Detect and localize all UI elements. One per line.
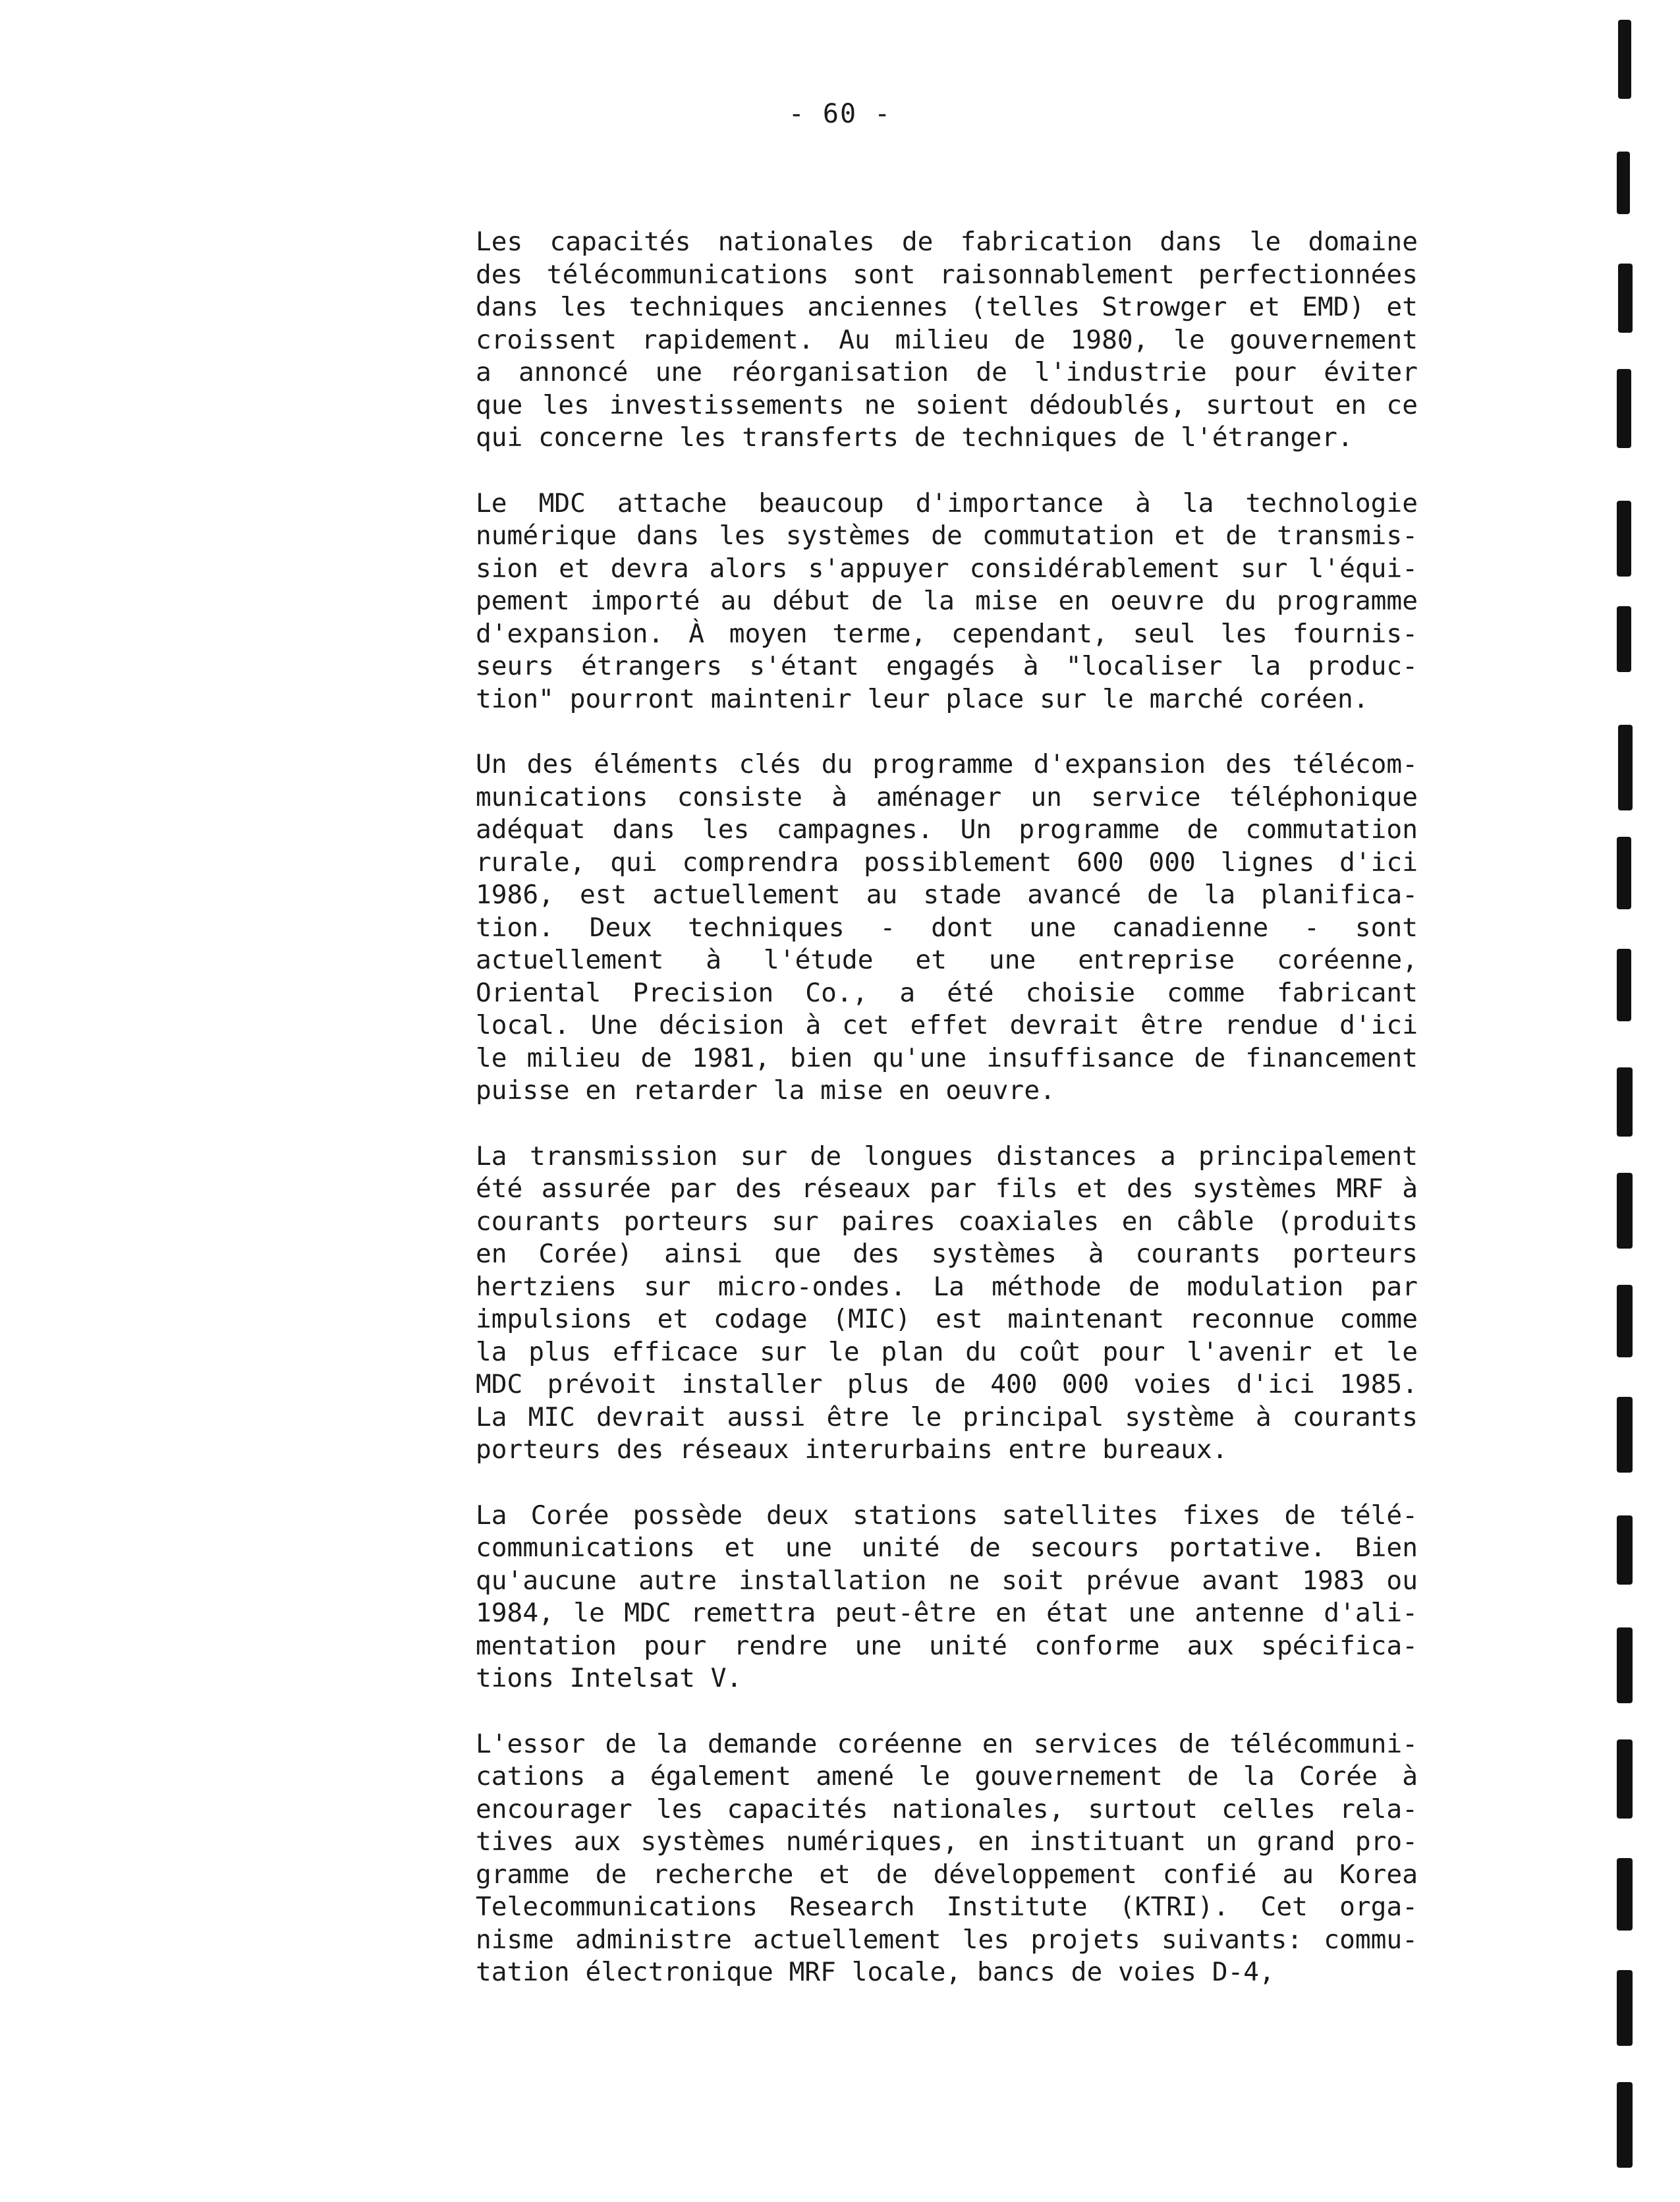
paragraph [476,748,1418,1108]
binding-mark [1617,369,1631,448]
binding-mark [1617,1627,1633,1703]
text-line: sion et devra alors s'appuyer considérablement sur l'équi- [476,553,1418,584]
binding-mark [1618,264,1633,333]
paragraph [476,488,1418,716]
binding-mark [1617,1739,1633,1819]
binding-marks [1608,0,1680,2202]
text-line: MDC prévoit installer plus de 400 000 voies d'ici 1985. [476,1369,1418,1399]
binding-mark [1617,1285,1633,1357]
text-line: communications et une unité de secours portative. Bien [476,1533,1418,1563]
text-line: été assurée par des réseaux par fils et des systèmes MRF à [476,1173,1418,1204]
paragraph [476,1728,1418,1989]
text-line: adéquat dans les campagnes. Un programme de commutation [476,814,1418,845]
binding-mark [1617,837,1631,909]
text-line: que les investissements ne soient dédoublés, surtout en ce [476,389,1418,420]
text-line: courants porteurs sur paires coaxiales en câble (produits [476,1206,1418,1237]
text-line: impulsions et codage (MIC) est maintenant reconnue comme [476,1304,1418,1334]
binding-mark [1617,2082,1633,2168]
text-line: la plus efficace sur le plan du coût pour l'avenir et le [476,1336,1418,1367]
paragraph [476,1500,1418,1695]
page-number: - 60 - [788,99,892,129]
text-line: Le MDC attache beaucoup d'importance à la technologie [476,488,1418,519]
text-line: hertziens sur micro-ondes. La méthode de modulation par [476,1271,1418,1302]
binding-mark [1617,1970,1633,2046]
text-line: tives aux systèmes numériques, en instituant un grand pro- [476,1826,1418,1857]
text-line: dans les techniques anciennes (telles Strowger et EMD) et [476,292,1418,322]
text-line: puisse en retarder la mise en oeuvre. [476,1075,1055,1106]
text-line: d'expansion. À moyen terme, cependant, seul les fournis- [476,618,1418,649]
text-line: local. Une décision à cet effet devrait être rendue d'ici [476,1010,1418,1040]
binding-mark [1617,1397,1633,1473]
binding-mark [1617,501,1631,577]
paragraph [476,1141,1418,1467]
text-line: 1984, le MDC remettra peut-être en état une antenne d'ali- [476,1598,1418,1628]
text-line: des télécommunications sont raisonnablement perfectionnées [476,259,1418,290]
binding-mark [1618,725,1633,810]
binding-mark [1617,949,1631,1021]
binding-mark [1617,1858,1633,1931]
paragraph [476,226,1418,455]
text-line: en Corée) ainsi que des systèmes à courants porteurs [476,1239,1418,1269]
text-line: numérique dans les systèmes de commutation et de transmis- [476,521,1418,551]
binding-mark [1617,1515,1633,1585]
text-line: mentation pour rendre une unité conforme aux spécifica- [476,1630,1418,1661]
text-line: tion. Deux techniques - dont une canadienne - sont [476,912,1418,943]
text-line: tions Intelsat V. [476,1663,742,1693]
text-line: seurs étrangers s'étant engagés à "localiser la produc- [476,651,1418,681]
text-line: encourager les capacités nationales, surtout celles rela- [476,1793,1418,1824]
text-line: gramme de recherche et de développement confié au Korea [476,1859,1418,1890]
text-line: Un des éléments clés du programme d'expansion des télécom- [476,749,1418,779]
binding-mark [1617,606,1631,672]
text-line: porteurs des réseaux interurbains entre bureaux. [476,1434,1228,1465]
text-line: a annoncé une réorganisation de l'industrie pour éviter [476,357,1418,387]
binding-mark [1617,1173,1633,1249]
text-line: Telecommunications Research Institute (KTRI). Cet orga- [476,1892,1418,1922]
text-line: L'essor de la demande coréenne en services de télécommuni- [476,1728,1418,1759]
text-line: nisme administre actuellement les projets suivants: commu- [476,1924,1418,1955]
document-body [476,226,1418,2022]
text-line: cations a également amené le gouvernement de la Corée à [476,1761,1418,1792]
text-line: Oriental Precision Co., a été choisie comme fabricant [476,977,1418,1008]
binding-mark [1617,1067,1633,1137]
text-line: tation électronique MRF locale, bancs de voies D-4, [476,1957,1275,1987]
text-line: le milieu de 1981, bien qu'une insuffisance de financement [476,1042,1418,1073]
text-line: croissent rapidement. Au milieu de 1980, le gouvernement [476,324,1418,355]
text-line: tion" pourront maintenir leur place sur le marché coréen. [476,683,1369,714]
binding-mark [1618,20,1631,99]
binding-mark [1617,152,1630,214]
text-line: pement importé au début de la mise en oeuvre du programme [476,586,1418,616]
text-line: La transmission sur de longues distances a principalement [476,1141,1418,1172]
text-line: munications consiste à aménager un service téléphonique [476,781,1418,812]
text-line: Les capacités nationales de fabrication dans le domaine [476,227,1418,257]
text-line: rurale, qui comprendra possiblement 600 000 lignes d'ici [476,847,1418,878]
text-line: La MIC devrait aussi être le principal système à courants [476,1401,1418,1432]
text-line: La Corée possède deux stations satellites fixes de télé- [476,1500,1418,1531]
text-line: qu'aucune autre installation ne soit prévue avant 1983 ou [476,1565,1418,1596]
text-line: qui concerne les transferts de techniques de l'étranger. [476,422,1353,453]
text-line: actuellement à l'étude et une entreprise coréenne, [476,945,1418,975]
text-line: 1986, est actuellement au stade avancé de la planifica- [476,880,1418,910]
